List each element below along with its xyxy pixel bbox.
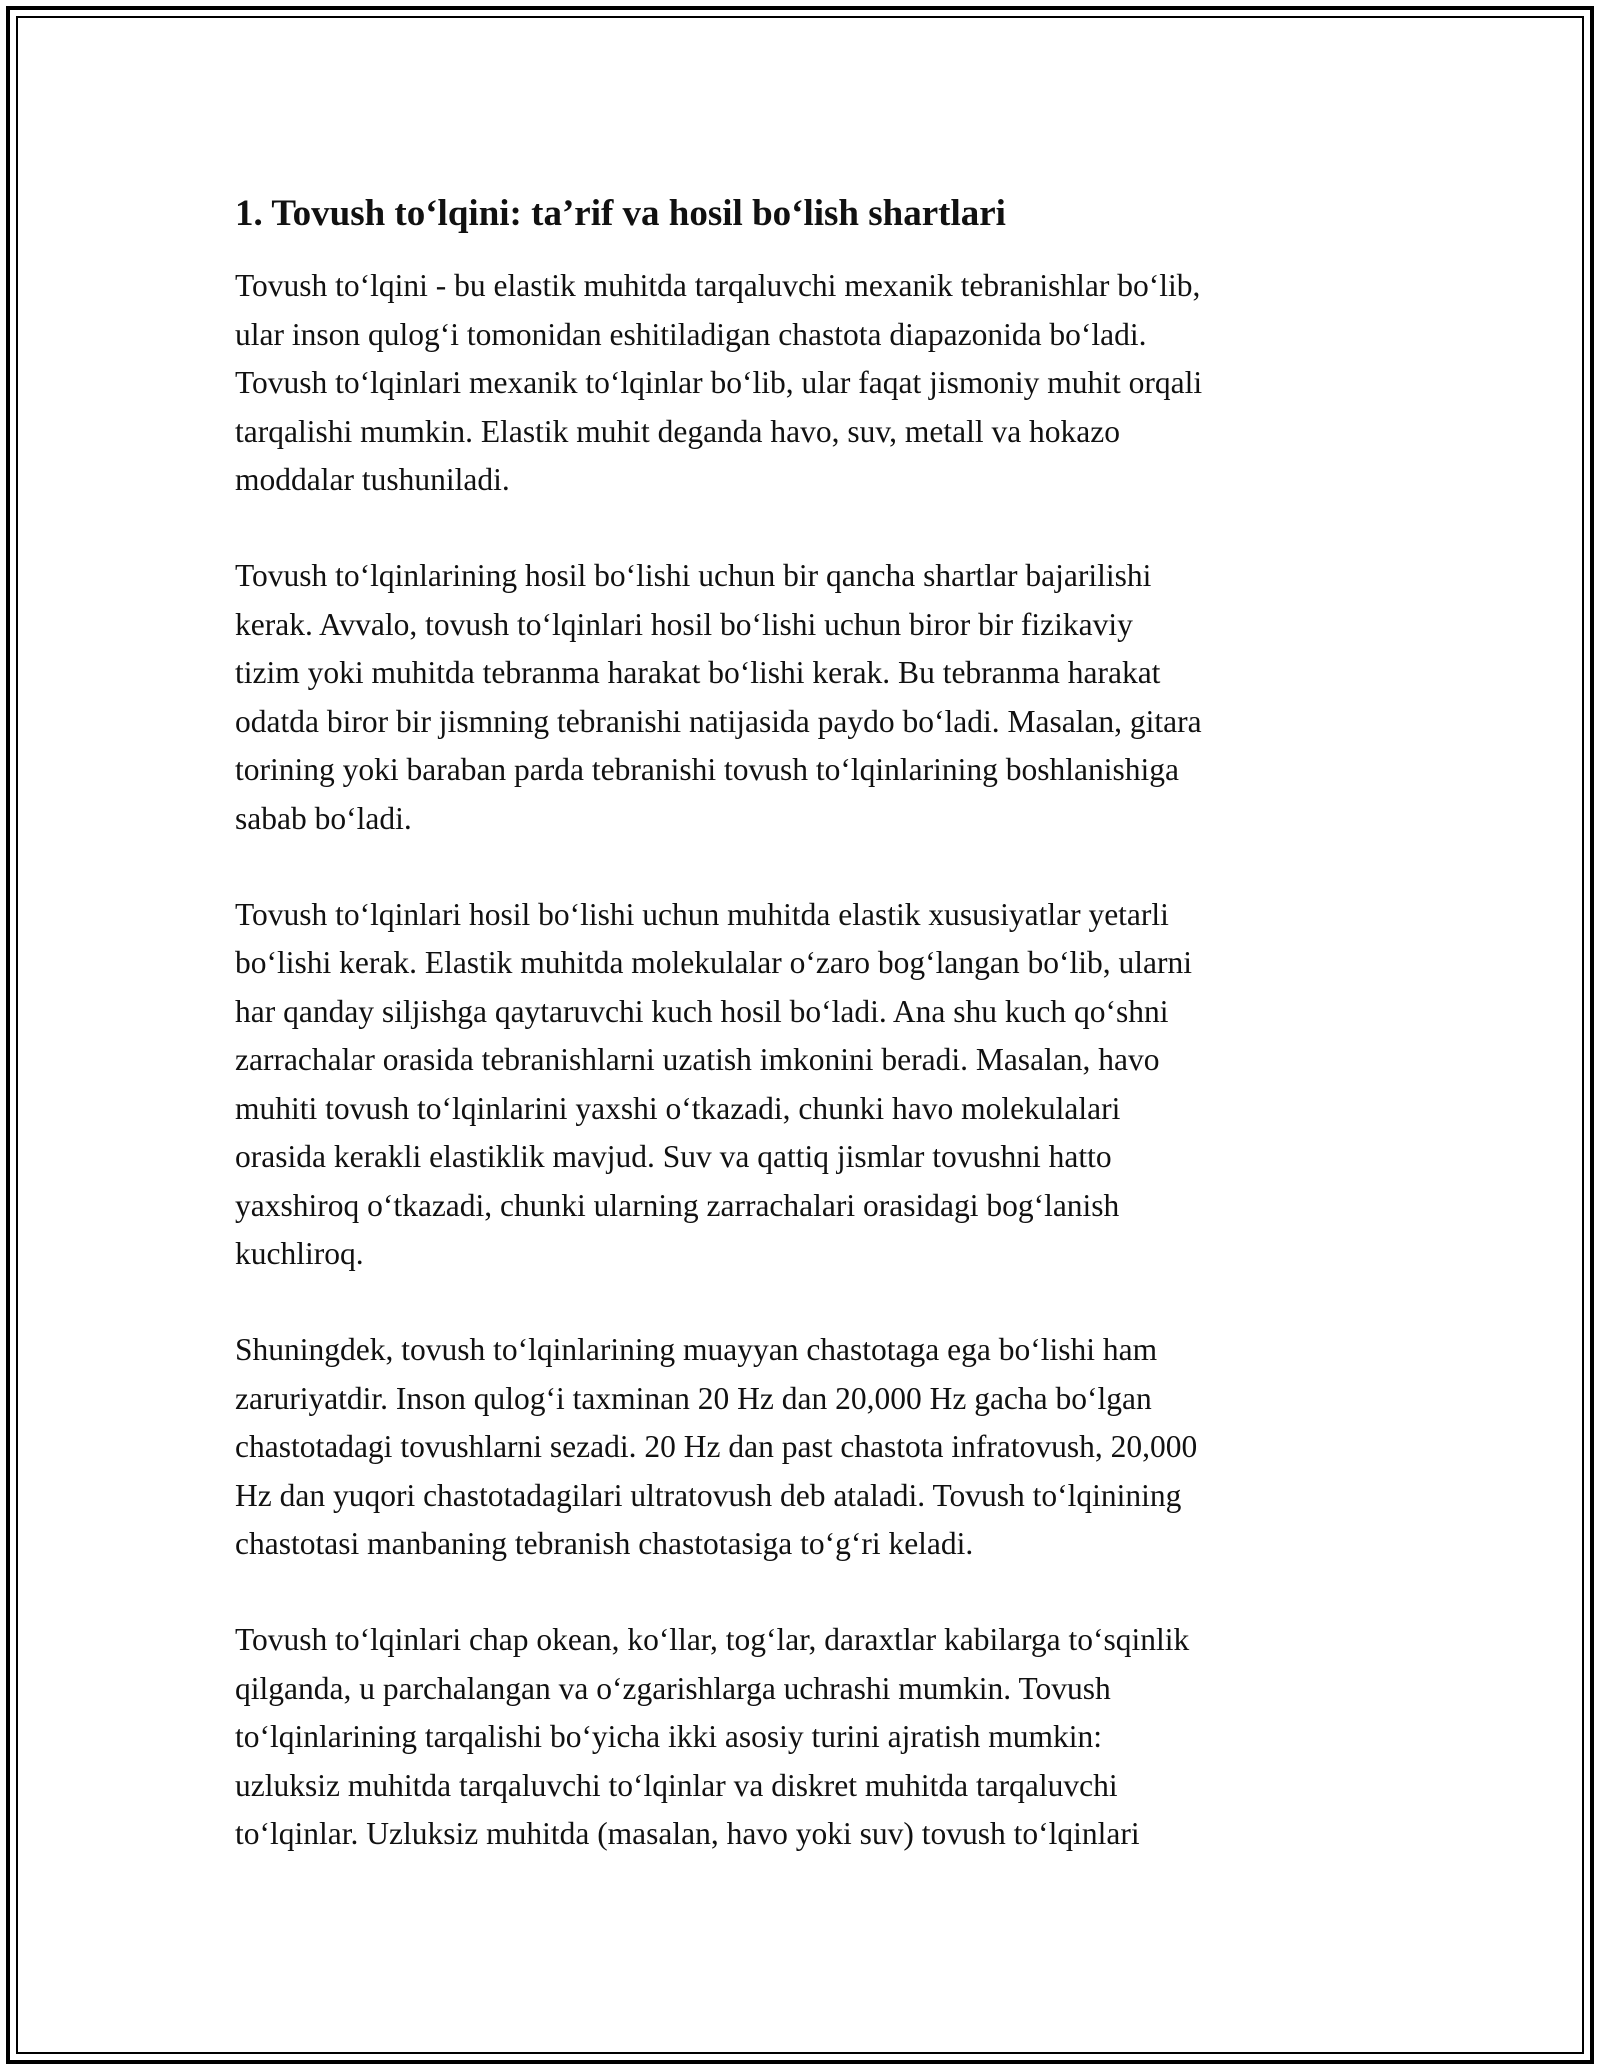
- text-line: zaruriyatdir. Inson qulog‘i taxminan 20 Hz dan 20,000 Hz gacha bo‘lgan: [235, 1380, 1152, 1416]
- text-line: chastotasi manbaning tebranish chastotasiga to‘g‘ri keladi.: [235, 1526, 974, 1561]
- text-line: chastotadagi tovushlarni sezadi. 20 Hz dan past chastota infratovush, 20,000: [235, 1429, 1198, 1464]
- document-body: [235, 188, 1370, 1906]
- text-line: orasida kerakli elastiklik mavjud. Suv va qattiq jismlar tovushni hatto: [235, 1139, 1112, 1174]
- text-line: Tovush to‘lqini - bu elastik muhitda tarqaluvchi mexanik tebranishlar bo‘lib,: [235, 268, 1201, 303]
- text-line: Tovush to‘lqinlari hosil bo‘lishi uchun muhitda elastik xususiyatlar yetarli: [235, 896, 1169, 932]
- text-line: kerak. Avvalo, tovush to‘lqinlari hosil bo‘lishi uchun biror bir fizikaviy: [235, 606, 1133, 642]
- text-line: kuchliroq.: [235, 1236, 364, 1271]
- paragraph-definition: [235, 262, 1370, 505]
- text-line: moddalar tushuniladi.: [235, 462, 510, 497]
- text-line: Tovush to‘lqinlari mexanik to‘lqinlar bo‘lib, ular faqat jismoniy muhit orqali: [235, 365, 1203, 400]
- text-line: qilganda, u parchalangan va o‘zgarishlarga uchrashi mumkin. Tovush: [235, 1670, 1111, 1706]
- text-line: to‘lqinlar. Uzluksiz muhitda (masalan, havo yoki suv) tovush to‘lqinlari: [235, 1816, 1140, 1851]
- text-line: zarrachalar orasida tebranishlarni uzatish imkonini beradi. Masalan, havo: [235, 1042, 1160, 1077]
- text-line: torining yoki baraban parda tebranishi tovush to‘lqinlarining boshlanishiga: [235, 752, 1179, 787]
- text-line: Tovush to‘lqinlari chap okean, ko‘llar, tog‘lar, daraxtlar kabilarga to‘sqinlik: [235, 1622, 1190, 1657]
- section-heading: 1. Tovush to‘lqini: ta’rif va hosil bo‘lish shartlari: [235, 193, 1006, 234]
- text-line: ular inson qulog‘i tomonidan eshitiladigan chastota diapazonida bo‘ladi.: [235, 316, 1147, 352]
- text-line: tarqalishi mumkin. Elastik muhit deganda havo, suv, metall va hokazo: [235, 413, 1121, 449]
- paragraph-frequency: [235, 1326, 1370, 1569]
- text-line: bo‘lishi kerak. Elastik muhitda molekulalar o‘zaro bog‘langan bo‘lib, ularni: [235, 945, 1192, 980]
- paragraph-conditions: [235, 552, 1370, 843]
- text-line: to‘lqinlarining tarqalishi bo‘yicha ikki asosiy turini ajratish mumkin:: [235, 1719, 1102, 1754]
- text-line: tizim yoki muhitda tebranma harakat bo‘lishi kerak. Bu tebranma harakat: [235, 655, 1161, 690]
- text-line: har qanday siljishga qaytaruvchi kuch hosil bo‘ladi. Ana shu kuch qo‘shni: [235, 993, 1169, 1029]
- text-line: Shuningdek, tovush to‘lqinlarining muayyan chastotaga ega bo‘lishi ham: [235, 1332, 1158, 1367]
- text-line: Tovush to‘lqinlarining hosil bo‘lishi uchun bir qancha shartlar bajarilishi: [235, 558, 1152, 593]
- text-line: sabab bo‘ladi.: [235, 800, 412, 836]
- text-line: Hz dan yuqori chastotadagilari ultratovush deb ataladi. Tovush to‘lqinining: [235, 1477, 1182, 1513]
- text-line: odatda biror bir jismning tebranishi natijasida paydo bo‘ladi. Masalan, gitara: [235, 703, 1202, 739]
- text-line: uzluksiz muhitda tarqaluvchi to‘lqinlar va diskret muhitda tarqaluvchi: [235, 1767, 1118, 1803]
- text-line: muhiti tovush to‘lqinlarini yaxshi o‘tkazadi, chunki havo molekulalari: [235, 1090, 1121, 1126]
- paragraph-elasticity: [235, 891, 1370, 1279]
- text-line: yaxshiroq o‘tkazadi, chunki ularning zarrachalari orasidagi bog‘lanish: [235, 1187, 1120, 1223]
- paragraph-propagation: [235, 1616, 1370, 1859]
